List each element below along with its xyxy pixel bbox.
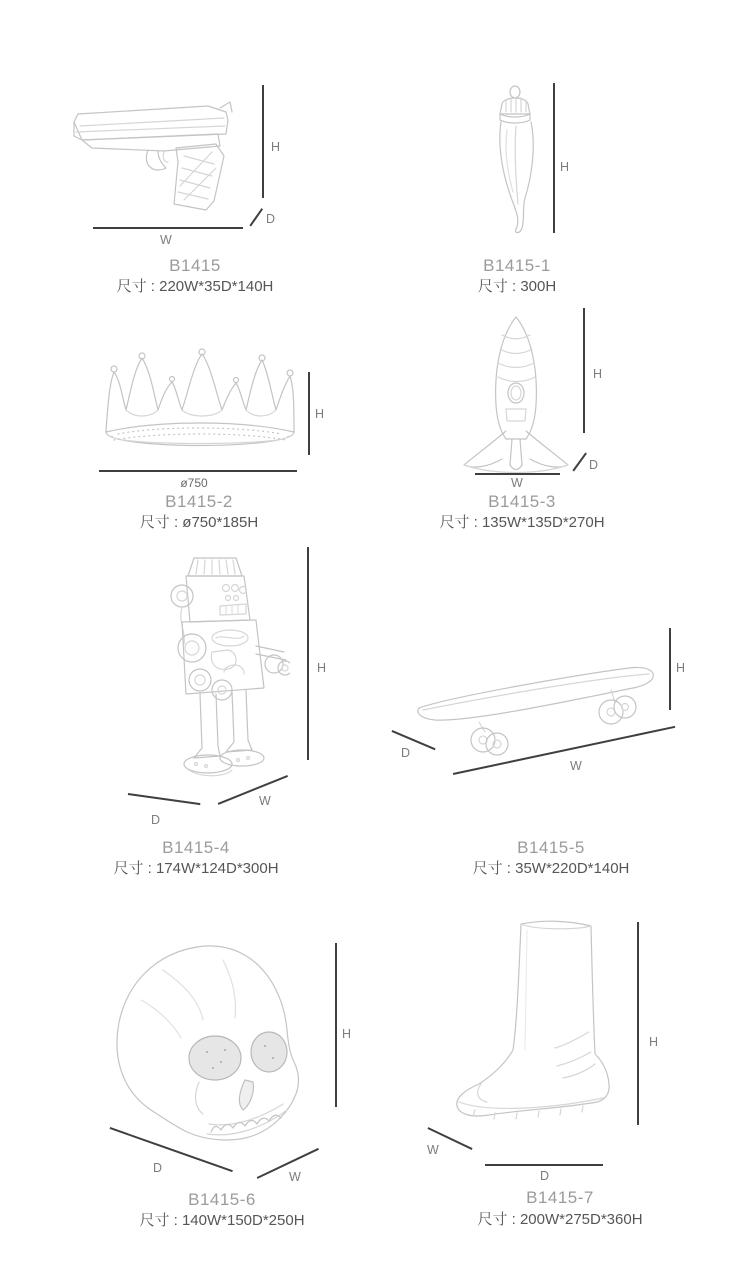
height-dimension-label: H bbox=[593, 367, 603, 381]
width-dimension-line bbox=[93, 227, 243, 229]
product-size: 尺寸 : ø750*185H bbox=[139, 514, 259, 531]
height-dimension-line bbox=[583, 308, 585, 433]
crown-sketch bbox=[98, 348, 302, 460]
product-code: B1415-4 bbox=[162, 838, 230, 857]
depth-dimension-line bbox=[128, 793, 200, 805]
depth-dimension-label: D bbox=[153, 1161, 163, 1175]
robot-sketch bbox=[148, 552, 290, 790]
rocket-sketch bbox=[458, 313, 576, 475]
product-size: 尺寸 : 220W*35D*140H bbox=[116, 278, 274, 295]
width-dimension-label: W bbox=[160, 233, 172, 247]
width-dimension-label: W bbox=[289, 1170, 301, 1184]
depth-dimension-label: D bbox=[266, 212, 276, 226]
height-dimension-line bbox=[262, 85, 264, 198]
depth-dimension-label: D bbox=[151, 813, 161, 827]
product-size: 尺寸 : 35W*220D*140H bbox=[472, 860, 630, 877]
height-dimension-label: H bbox=[317, 661, 327, 675]
skull-sketch bbox=[103, 940, 313, 1152]
height-dimension-line bbox=[637, 922, 639, 1125]
diameter-label: ø750 bbox=[180, 476, 208, 490]
width-dimension-label: W bbox=[570, 759, 582, 773]
horn-sketch bbox=[492, 82, 538, 237]
width-dimension-label: W bbox=[259, 794, 271, 808]
height-dimension-label: H bbox=[560, 160, 570, 174]
diameter-dimension-line bbox=[99, 470, 297, 472]
height-dimension-label: H bbox=[676, 661, 686, 675]
height-dimension-label: H bbox=[315, 407, 325, 421]
depth-dimension-label: D bbox=[589, 458, 599, 472]
product-size: 尺寸 : 200W*275D*360H bbox=[477, 1211, 643, 1228]
product-code: B1415-1 bbox=[483, 256, 551, 275]
product-code: B1415-5 bbox=[517, 838, 585, 857]
width-dimension-line bbox=[475, 473, 560, 475]
product-size: 尺寸 : 140W*150D*250H bbox=[139, 1212, 305, 1229]
product-size: 尺寸 : 300H bbox=[477, 278, 557, 295]
skateboard-sketch bbox=[413, 650, 661, 762]
height-dimension-line bbox=[308, 372, 310, 455]
product-code: B1415-2 bbox=[165, 492, 233, 511]
width-dimension-label: W bbox=[427, 1143, 439, 1157]
product-size: 尺寸 : 174W*124D*300H bbox=[113, 860, 279, 877]
height-dimension-label: H bbox=[649, 1035, 659, 1049]
height-dimension-label: H bbox=[342, 1027, 352, 1041]
width-dimension-line bbox=[257, 1148, 319, 1179]
depth-dimension-line bbox=[485, 1164, 603, 1166]
width-dimension-label: W bbox=[511, 476, 523, 490]
product-code: B1415 bbox=[169, 256, 221, 275]
product-size: 尺寸 : 135W*135D*270H bbox=[439, 514, 605, 531]
product-code: B1415-6 bbox=[188, 1190, 256, 1209]
product-code: B1415-3 bbox=[488, 492, 556, 511]
product-code: B1415-7 bbox=[526, 1188, 594, 1207]
depth-dimension-label: D bbox=[401, 746, 411, 760]
height-dimension-line bbox=[553, 83, 555, 233]
pistol-sketch bbox=[68, 96, 253, 218]
height-dimension-label: H bbox=[271, 140, 281, 154]
boot-sketch bbox=[445, 912, 623, 1140]
height-dimension-line bbox=[307, 547, 309, 760]
depth-dimension-label: D bbox=[540, 1169, 550, 1183]
height-dimension-line bbox=[669, 628, 671, 710]
height-dimension-line bbox=[335, 943, 337, 1107]
